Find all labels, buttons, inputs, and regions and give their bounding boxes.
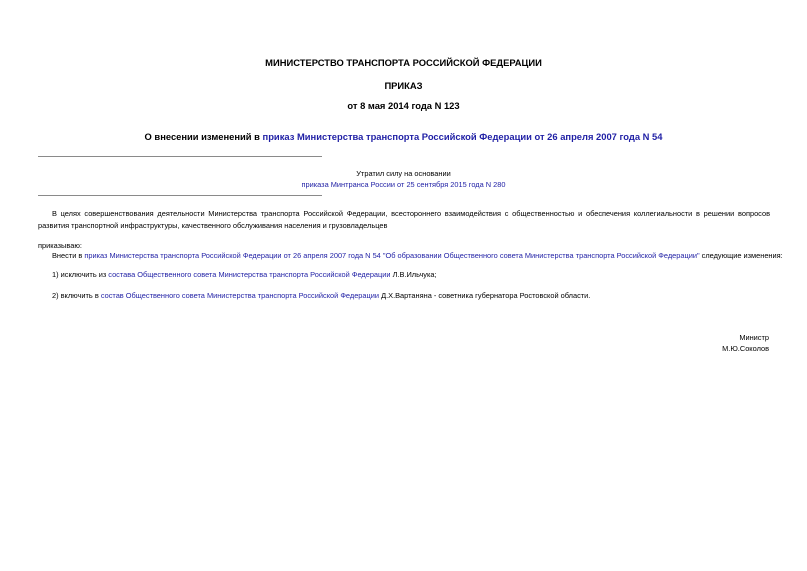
signatory-name: М.Ю.Соколов xyxy=(722,344,769,353)
document-title-prefix: О внесении изменений в xyxy=(144,131,263,142)
bottom-divider xyxy=(38,195,322,196)
amend-order-link[interactable]: приказ Министерства транспорта Российской Федерации от 26 апреля 2007 года N 54 "Об образовании Общественного совета Министерства транспорта Российской Федерации" xyxy=(84,251,700,260)
repeal-order-link[interactable]: приказа Минтранса России от 25 сентября 2015 года N 280 xyxy=(301,180,506,189)
order-word: приказываю: xyxy=(38,241,82,250)
doc-type-heading: ПРИКАЗ xyxy=(384,80,423,91)
item-1-suffix: Л.В.Ильчука; xyxy=(390,270,437,279)
amend-prefix: Внести в xyxy=(52,251,85,260)
status-note-line: Утратил силу на основании xyxy=(356,169,451,178)
item-2-suffix: Д.Х.Вартаняна - советника губернатора Ростовской области. xyxy=(379,291,591,300)
preamble-paragraph: В целях совершенствования деятельности Министерства транспорта Российской Федерации, всестороннего взаимодействия с общественностью и обеспечения коллегиальности в решении вопросов развития транспортной инфраструктуры, качественного обслуживания населения и грузовладельцев xyxy=(38,209,770,230)
item-1-prefix: 1) исключить из xyxy=(52,270,109,279)
item-1-council-link[interactable]: состава Общественного совета Министерства транспорта Российской Федерации xyxy=(108,270,391,279)
doc-date-number: от 8 мая 2014 года N 123 xyxy=(347,100,460,111)
title-amended-order-link[interactable]: приказ Министерства транспорта Российской Федерации от 26 апреля 2007 года N 54 xyxy=(262,131,663,142)
amend-suffix: следующие изменения: xyxy=(699,251,783,260)
ministry-heading: МИНИСТЕРСТВО ТРАНСПОРТА РОССИЙСКОЙ ФЕДЕРАЦИИ xyxy=(265,57,542,68)
signatory-position: Министр xyxy=(739,333,769,342)
document-title xyxy=(0,131,807,143)
item-2-prefix: 2) включить в xyxy=(52,291,101,300)
item-2-council-link[interactable]: состав Общественного совета Министерства транспорта Российской Федерации xyxy=(100,291,380,300)
top-divider xyxy=(38,156,322,157)
item-1-paragraph xyxy=(52,269,437,281)
item-2-paragraph xyxy=(52,290,590,302)
amend-paragraph xyxy=(52,250,783,262)
